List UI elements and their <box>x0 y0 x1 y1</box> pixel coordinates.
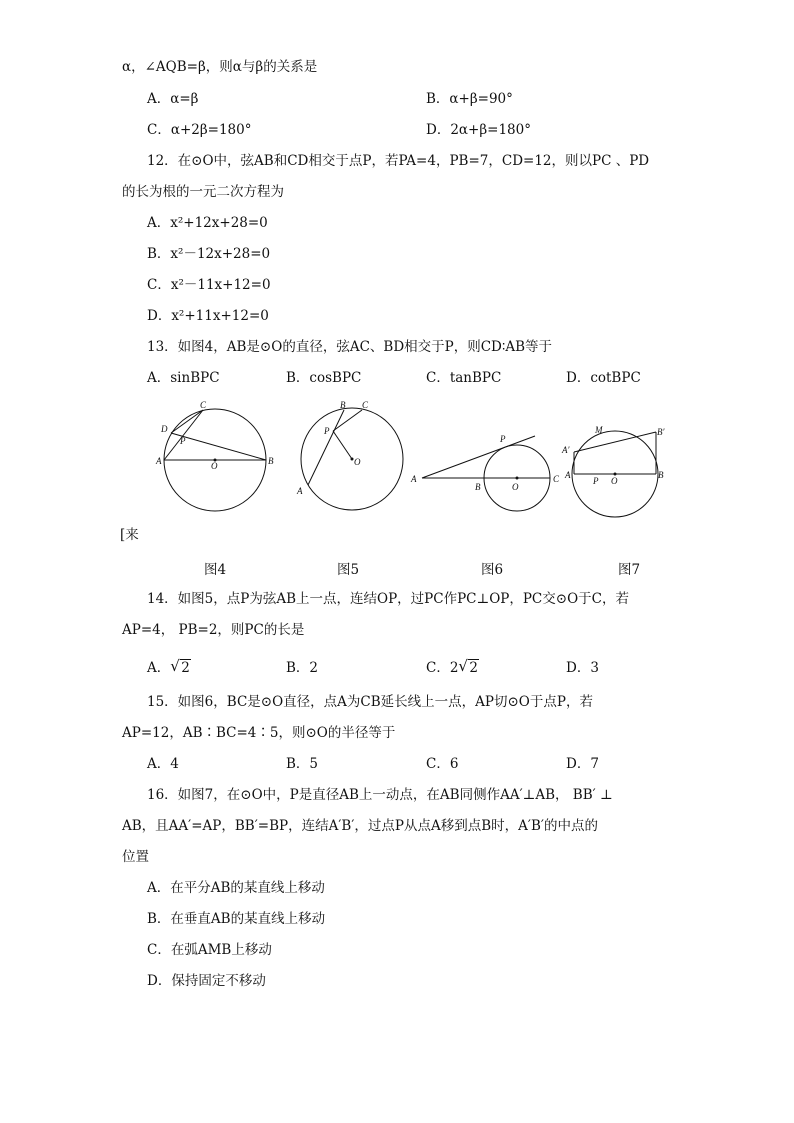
fig4-chord-cd <box>171 410 203 433</box>
source-fragment: [来 <box>120 527 139 543</box>
fig5-segment-pc <box>333 410 362 431</box>
q16-option-c: C．在弧AMB上移动 <box>147 942 272 958</box>
q12-option-b: B．x²－12x+28=0 <box>147 246 271 262</box>
q13-line1: 13．如图4，AB是⊙O的直径，弦AC、BD相交于P，则CD∶AB等于 <box>147 339 553 355</box>
fig5-label-p: P <box>324 426 330 436</box>
fig4-label-p: P <box>180 436 186 446</box>
q13-option-b: B．cosBPC <box>286 370 362 386</box>
q14-option-c: C．2√ 2 <box>426 659 479 677</box>
fig4-label-d: D <box>161 424 168 434</box>
figure-6 <box>422 436 550 511</box>
q11-option-c: C．α+2β=180° <box>147 122 252 138</box>
fig7-label-p: P <box>593 476 599 486</box>
q16-line3: 位置 <box>122 849 149 865</box>
q11-option-d: D．2α+β=180° <box>426 122 531 138</box>
fig7-label-b-prime: B′ <box>657 427 665 437</box>
fig6-label-a: A <box>411 474 417 484</box>
q11-text: α，∠AQB=β，则α与β的关系是 <box>122 59 318 75</box>
fig6-tangent-ap <box>422 436 535 478</box>
q12-option-a: A．x²+12x+28=0 <box>147 215 268 231</box>
q15-option-c: C．6 <box>426 756 459 772</box>
fig5-center <box>351 458 353 460</box>
fig5-chord-ab <box>308 410 344 485</box>
q15-line2: AP=12，AB∶BC=4∶5，则⊙O的半径等于 <box>122 725 396 741</box>
q13-option-a: A．sinBPC <box>147 370 220 386</box>
q16-line2: AB，且AA′=AP，BB′=BP，连结A′B′，过点P从点A移到点B时，A′B′的中点的 <box>122 818 598 834</box>
q11-option-a: A．α=β <box>147 91 199 107</box>
fig5-label-b: B <box>340 400 346 410</box>
q15-option-b: B．5 <box>286 756 319 772</box>
fig7-label-a: A <box>565 470 571 480</box>
fig4-label-o: O <box>211 461 218 471</box>
fig6-caption: 图6 <box>481 562 504 578</box>
q15-line1: 15．如图6，BC是⊙O直径，点A为CB延长线上一点，AP切⊙O于点P，若 <box>147 694 593 710</box>
fig4-label-c: C <box>200 400 207 410</box>
q13-option-d: D．cotBPC <box>566 370 641 386</box>
q12-line1: 12．在⊙O中，弦AB和CD相交于点P，若PA=4，PB=7，CD=12，则以PC 、PD <box>147 153 650 169</box>
figure-7 <box>572 431 658 517</box>
fig5-label-c: C <box>362 400 369 410</box>
q16-option-a: A．在平分AB的某直线上移动 <box>147 880 325 896</box>
q14-line2: AP=4， PB=2，则PC的长是 <box>122 622 305 638</box>
sqrt-symbol: √ 2 <box>458 659 479 677</box>
fig7-label-b: B <box>658 470 664 480</box>
q12-line2: 的长为根的一元二次方程为 <box>122 184 284 200</box>
fig7-label-o: O <box>611 476 618 486</box>
q16-line1: 16．如图7，在⊙O中，P是直径AB上一动点，在AB同侧作AA′⊥AB， BB′ ⊥ <box>147 787 613 803</box>
fig6-label-b: B <box>475 482 481 492</box>
q15-option-d: D．7 <box>566 756 599 772</box>
fig6-label-c: C <box>553 474 560 484</box>
q14-option-d: D．3 <box>566 660 599 676</box>
fig4-chord-ac <box>164 410 203 460</box>
geometry-figures <box>0 398 794 528</box>
fig4-label-a: A <box>156 456 162 466</box>
fig5-caption: 图5 <box>337 562 360 578</box>
q16-option-b: B．在垂直AB的某直线上移动 <box>147 911 326 927</box>
fig7-label-m: M <box>595 425 603 435</box>
q16-option-d: D．保持固定不移动 <box>147 973 266 989</box>
fig4-caption: 图4 <box>204 562 227 578</box>
fig6-label-p: P <box>500 434 506 444</box>
q14-option-a: A．√ 2 <box>147 659 191 677</box>
fig7-caption: 图7 <box>618 562 641 578</box>
fig6-label-o: O <box>512 482 519 492</box>
figure-5 <box>301 408 403 510</box>
fig5-segment-op <box>333 431 352 459</box>
fig4-label-b: B <box>268 456 274 466</box>
sqrt-symbol: √ 2 <box>170 659 191 677</box>
q11-option-b: B．α+β=90° <box>426 91 513 107</box>
q14-line1: 14．如图5，点P为弦AB上一点，连结OP，过PC作PC⊥OP，PC交⊙O于C，若 <box>147 591 629 607</box>
fig6-center <box>516 477 518 479</box>
fig7-center <box>614 473 616 475</box>
q12-option-d: D．x²+11x+12=0 <box>147 308 269 324</box>
fig5-label-o: O <box>354 457 361 467</box>
q13-option-c: C．tanBPC <box>426 370 502 386</box>
figure-4 <box>164 409 266 511</box>
q14-option-b: B．2 <box>286 660 319 676</box>
q15-option-a: A．4 <box>147 756 179 772</box>
fig7-label-a-prime: A′ <box>562 445 570 455</box>
q12-option-c: C．x²－11x+12=0 <box>147 277 271 293</box>
fig5-label-a: A <box>297 486 303 496</box>
